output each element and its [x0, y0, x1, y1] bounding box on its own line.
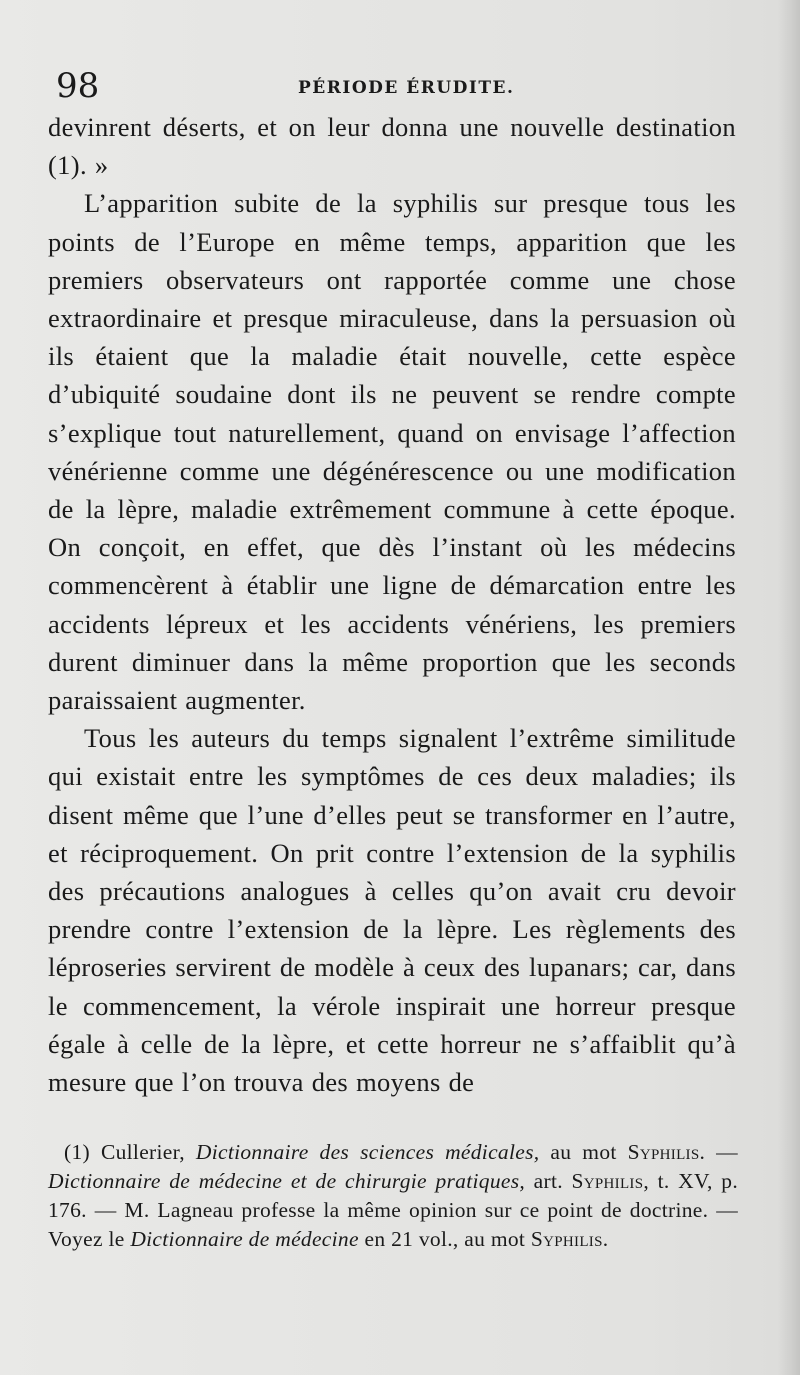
page-header: [56, 66, 736, 106]
footnote-segment-1: au mot: [550, 1140, 617, 1164]
footnote-segment-4: en 21 vol., au mot: [364, 1227, 526, 1251]
paragraph-continuation: devinrent déserts, et on leur donna une nouvelle destination (1). »: [48, 112, 736, 181]
footnote-title-2: Dictionnaire de médecine et de chirurgie pratiques,: [48, 1169, 526, 1193]
running-head: PÉRIODE ÉRUDITE.: [298, 78, 515, 98]
footnote-marker: (1): [64, 1140, 90, 1164]
footnotes: [48, 1138, 738, 1254]
page-number: 98: [56, 66, 100, 106]
footnote-smallcaps-3: Syphilis.: [530, 1227, 609, 1251]
footnote-1: [48, 1138, 738, 1254]
page-edge-shadow: [778, 0, 800, 1375]
paragraph-similitude: Tous les auteurs du temps signalent l’extrême similitude qui existait entre les symptômes de ces deux maladies; ils disent même que l’une d’elles peut se transformer en l’autre, et réciproquement. On prit contre l’extension de la syphilis des précautions analogues à celles qu’on avait cru devoir prendre contre l’extension de la lèpre. Les règlements des léproseries servirent de modèle à ceux des lupanars; car, dans le commencement, la vérole inspirait une horreur presque égale à celle de la lèpre, et cette horreur ne s’affaiblit qu’à mesure que l’on trouva des moyens de: [48, 723, 736, 1098]
body-text: [48, 108, 736, 1101]
footnote-title-1: Dictionnaire des sciences médicales,: [195, 1140, 540, 1164]
footnote-smallcaps-2: Syphilis,: [571, 1169, 650, 1193]
footnote-segment-2: art.: [533, 1169, 563, 1193]
footnote-author: Cullerier,: [100, 1140, 185, 1164]
paragraph-syphilis-apparition: L’apparition subite de la syphilis sur presque tous les points de l’Europe en même temps, apparition que les premiers observateurs ont rapportée comme une chose extraordinaire et presque miraculeuse, dans la persuasion où ils étaient que la maladie était nouvelle, cette espèce d’ubiquité soudaine dont ils ne peuvent se rendre compte s’explique tout naturellement, quand on envisage l’affection vénérienne comme une dégénérescence ou une modification de la lèpre, maladie extrêmement commune à cette époque. On conçoit, en effet, que dès l’instant où les médecins commencèrent à établir une ligne de démarcation entre les accidents lépreux et les accidents vénériens, les premiers durent diminuer dans la même proportion que les seconds paraissaient augmenter.: [48, 188, 736, 716]
footnote-title-3: Dictionnaire de médecine: [130, 1227, 359, 1251]
footnote-segment-3: t. XV, p. 176. — M. Lagneau professe la même opinion sur ce point de doctrine. — Voyez le: [48, 1169, 738, 1251]
footnote-dash: —: [716, 1140, 738, 1164]
footnote-smallcaps-1: Syphilis.: [627, 1140, 706, 1164]
